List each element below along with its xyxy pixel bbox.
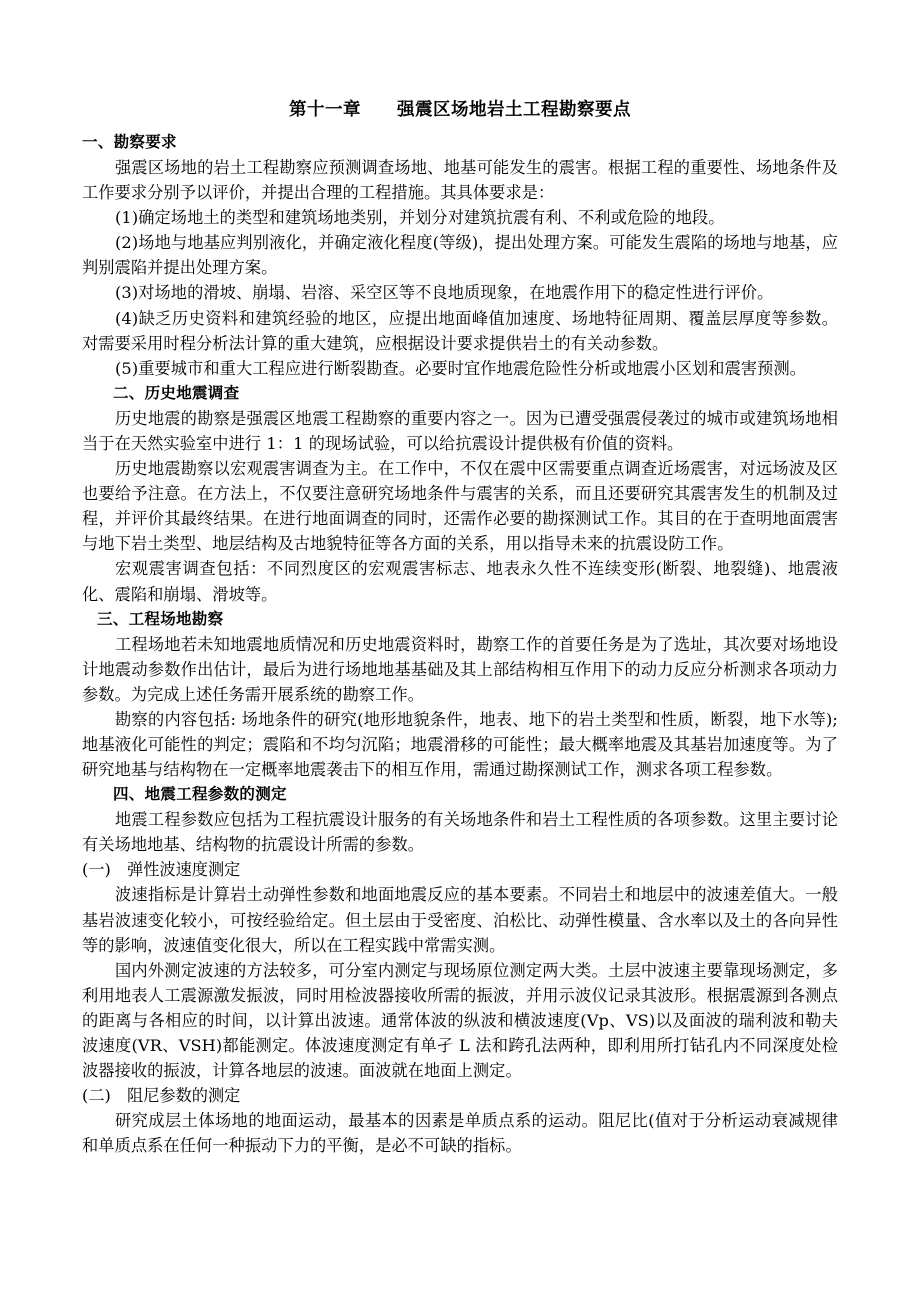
paragraph: 地震工程参数应包括为工程抗震设计服务的有关场地条件和岩土工程性质的各项参数。这里主要讨论有关场地地基、结构物的抗震设计所需的参数。 [82,810,838,855]
paragraph: 历史地震的勘察是强震区地震工程勘察的重要内容之一。因为已遭受强震侵袭过的城市或建筑场地相当于在天然实验室中进行 1：1 的现场试验，可以给抗震设计提供极有价值的资料。 [82,408,838,453]
paragraph: (1)确定场地土的类型和建筑场地类别，并划分对建筑抗震有利、不利或危险的地段。 [115,208,725,228]
paragraph: 历史地震勘察以宏观震害调查为主。在工作中，不仅在震中区需要重点调查近场震害，对远场波及区也要给予注意。在方法上，不仅要注意研究场地条件与震害的关系，而且还要研究其震害发生的机制及过程，并评价其最终结果。在进行地面调查的同时，还需作必要的勘探测试工作。其目的在于查明地面震害与地下岩土类型、地层结构及古地貌特征等各方面的关系，用以指导未来的抗震设防工作。 [82,459,838,554]
section-heading-1: 一、勘察要求 [82,133,177,151]
paragraph: 强震区场地的岩土工程勘察应预测调查场地、地基可能发生的震害。根据工程的重要性、场地条件及工作要求分别予以评价，并提出合理的工程措施。其具体要求是： [82,158,838,203]
section-heading-4: 四、地震工程参数的测定 [113,785,287,804]
paragraph: 工程场地若未知地震地质情况和历史地震资料时，勘察工作的首要任务是为了选址，其次要对场地设计地震动参数作出估计，最后为进行场地地基基础及其上部结构相互作用下的动力反应分析测求各项动力参数。为完成上述任务需开展系统的勘察工作。 [82,634,838,704]
document-body [82,96,838,1158]
subsection-heading-1: (一) 弹性波速度测定 [82,860,241,880]
page-title: 第十一章 强震区场地岩土工程勘察要点 [289,100,631,120]
paragraph: (4)缺乏历史资料和建筑经验的地区，应提出地面峰值加速度、场地特征周期、覆盖层厚度等参数。对需要采用时程分析法计算的重大建筑，应根据设计要求提供岩土的有关动参数。 [82,308,838,353]
paragraph: (5)重要城市和重大工程应进行断裂勘查。必要时宜作地震危险性分析或地震小区划和震害预测。 [115,358,807,378]
section-heading-2: 二、历史地震调查 [113,383,240,402]
paragraph: 国内外测定波速的方法较多，可分室内测定与现场原位测定两大类。土层中波速主要靠现场测定，多利用地表人工震源激发振波，同时用检波器接收所需的振波，并用示波仪记录其波形。根据震源到各测点的距离与各相应的时间，以计算出波速。通常体波的纵波和横波速度(Vp、VS)以及面波的瑞利波和勒夫波速度(VR、VSH)都能测定。体波速度测定有单孑 L 法和跨孔法两种，即利用所打钻孔内不同深度处检波器接收的振波，计算各地层的波速。面波就在地面上测定。 [82,960,838,1081]
paragraph: 波速指标是计算岩土动弹性参数和地面地震反应的基本要素。不同岩土和地层中的波速差值大。一般基岩波速变化较小，可按经验给定。但土层由于受密度、泊松比、动弹性模量、含水率以及土的各向异性等的影响，波速值变化很大，所以在工程实践中常需实测。 [82,885,838,955]
paragraph: (3)对场地的滑坡、崩塌、岩溶、采空区等不良地质现象，在地震作用下的稳定性进行评价。 [115,283,774,303]
paragraph: (2)场地与地基应判别液化，并确定液化程度(等级)，提出处理方案。可能发生震陷的场地与地基，应判别震陷并提出处理方案。 [82,233,838,278]
subsection-heading-2: (二) 阻尼参数的测定 [82,1086,241,1106]
section-heading-3: 三、工程场地勘察 [97,609,224,628]
paragraph: 勘察的内容包括: 场地条件的研究(地形地貌条件，地表、地下的岩土类型和性质，断裂，地下水等); 地基液化可能性的判定；震陷和不均匀沉陷；地震滑移的可能性；最大概率地震及其基岩加速度等。为了研究地基与结构物在一定概率地震袭击下的相互作用，需通过勘探测试工作，测求各项工程参数。 [82,709,838,780]
paragraph: 研究成层土体场地的地面运动，最基本的因素是单质点系的运动。阻尼比(值对于分析运动衰减规律和单质点系在任何一种振动下力的平衡，是必不可缺的指标。 [82,1111,838,1156]
paragraph: 宏观震害调查包括：不同烈度区的宏观震害标志、地表永久性不连续变形(断裂、地裂缝)、地震液化、震陷和崩塌、滑坡等。 [82,559,838,604]
